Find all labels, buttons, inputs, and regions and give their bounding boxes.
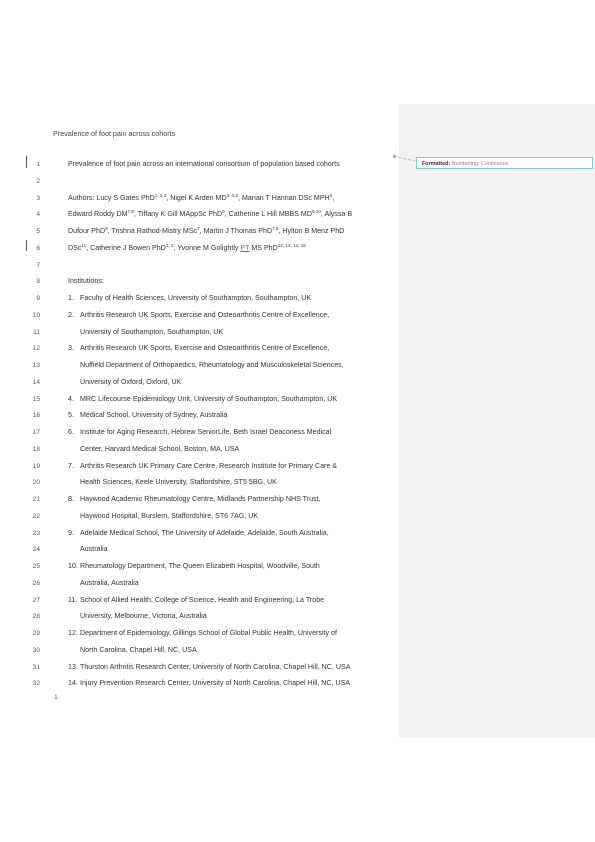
text-line [80, 411, 227, 420]
line-text: Australia, Australia [80, 578, 139, 587]
line-text: Health Sciences, Keele University, Staffordshire, ST5 5BG, UK [80, 478, 277, 487]
affiliation-superscript: 9 [222, 209, 225, 215]
line-text: North Carolina, Chapel Hill, NC, USA [80, 645, 197, 654]
line-text: Thurston Arthritis Research Center, University of North Carolina, Chapel Hill, NC, USA [80, 662, 351, 671]
text-line [80, 579, 139, 588]
institution-number: 2. [68, 310, 74, 319]
line-text: School of Allied Health, College of Science, Health and Engineering, La Trobe [80, 595, 325, 604]
institution-number: 14. [68, 679, 78, 688]
text-line [80, 462, 337, 471]
line-number: 24 [32, 546, 40, 554]
institution-number: 8. [68, 495, 74, 503]
affiliation-superscript: 11 [81, 242, 87, 248]
line-number: 5 [36, 228, 40, 235]
text-line [80, 512, 258, 521]
line-number: 30 [32, 646, 40, 654]
text-line [80, 344, 329, 353]
text-line [68, 277, 104, 286]
line-number: 22 [32, 512, 40, 520]
institution-number: 10. [68, 562, 78, 570]
text-line [80, 311, 329, 320]
institution-number: 3. [68, 344, 74, 353]
line-text: Nuffield Department of Orthopaedics, Rheumatology and Musculoskeletal Sciences, [80, 361, 344, 369]
page-number: 1 [54, 694, 58, 701]
line-text: , Alyssa B [320, 210, 353, 219]
line-text: Prevalence of foot pain across an international consortium of population based cohorts [68, 160, 340, 168]
affiliation-superscript: 6 [329, 192, 333, 198]
line-number: 19 [32, 462, 40, 470]
line-number: 12 [32, 345, 40, 353]
line-text: Arthritis Research UK Sports, Exercise and Osteoarthritis Centre of Excellence, [80, 310, 330, 319]
affiliation-superscript: 9,10 [311, 209, 321, 215]
line-text: Center, Harvard Medical School, Boston, MA, USA [80, 444, 240, 453]
line-text: Rheumatology Department, The Queen Elizabeth Hospital, Woodville, South [80, 562, 320, 570]
line-number: 26 [32, 579, 40, 587]
running-header: Prevalence of foot pain across cohorts [53, 129, 176, 138]
text-line [80, 395, 337, 404]
line-text: University of Southampton, Southampton, UK [80, 327, 224, 336]
line-number: 17 [32, 429, 40, 436]
line-text: Australia [80, 545, 108, 554]
line-text: Authors: Lucy S Gates PhD [68, 193, 155, 202]
text-line [80, 378, 181, 387]
text-line [80, 646, 197, 655]
line-text: MS PhD [249, 243, 278, 252]
markup-pane [399, 104, 595, 738]
line-number: 14 [32, 378, 40, 386]
affiliation-superscript: 7,8 [127, 209, 134, 215]
line-text: Department of Epidemiology, Gillings School of Global Public Health, University of [80, 629, 337, 637]
line-text: Haywood Hospital, Burslem, Staffordshire, ST6 7AG, UK [80, 511, 259, 520]
text-line [80, 294, 311, 303]
institution-number: 7. [68, 461, 74, 470]
institution-number: 13. [68, 662, 78, 671]
line-text: Institutions: [68, 277, 104, 286]
line-text: Faculty of Health Sciences, University of Southampton, Southampton, UK [80, 294, 312, 302]
line-text: , Yvonne M Golightly [173, 243, 241, 252]
line-text: MRC Lifecourse Epidemiology Unit, University of Southampton, Southampton, UK [80, 394, 338, 403]
line-text: , Hylton B Menz PhD [278, 227, 345, 235]
line-text: Medical School, University of Sydney, Australia [80, 411, 228, 420]
line-number: 18 [32, 445, 40, 453]
text-line [80, 629, 337, 638]
line-number: 3 [36, 194, 40, 202]
line-text: , Martin J Thomas PhD [199, 227, 273, 235]
affiliation-superscript: 1, 2,3 [154, 192, 167, 198]
line-number: 16 [32, 412, 40, 420]
line-number: 11 [33, 328, 40, 336]
affiliation-superscript: 7,8 [272, 226, 279, 231]
institution-number: 1. [68, 294, 74, 302]
affiliation-superscript: 1, 2 [165, 242, 174, 248]
line-text: DSc [68, 243, 82, 252]
comment-label: Formatted: [422, 161, 451, 167]
text-line [68, 160, 340, 169]
line-number: 7 [36, 261, 40, 269]
line-number: 27 [32, 596, 40, 604]
text-line [80, 612, 207, 621]
institution-number: 4. [68, 394, 74, 403]
line-number: 28 [32, 613, 40, 621]
text-line [68, 194, 334, 203]
affiliation-superscript: 3, 4,5 [226, 192, 239, 198]
line-number: 32 [32, 680, 40, 688]
text-line [80, 428, 331, 437]
affiliation-superscript: 7 [197, 226, 200, 231]
line-text: University of Oxford, Oxford, UK [80, 377, 182, 386]
line-number: 23 [32, 529, 40, 537]
text-line [80, 478, 277, 487]
institution-number: 5. [68, 411, 74, 420]
line-number: 25 [32, 563, 40, 570]
text-line [68, 227, 344, 236]
line-number: 20 [32, 479, 40, 487]
line-text: , Catherine L Hill MBBS MD [224, 210, 312, 219]
line-number: 29 [32, 630, 40, 637]
line-text: , Marian T Hannan DSc MPH [238, 193, 330, 202]
institution-number: 11. [68, 595, 78, 604]
text-line [80, 596, 324, 605]
line-text: Injury Prevention Research Center, University of North Carolina, Chapel Hill, NC, USA [80, 679, 351, 688]
line-text: , Trishna Rathod-Mistry MSc [107, 227, 198, 235]
line-text: Arthritis Research UK Sports, Exercise and Osteoarthritis Centre of Excellence, [80, 344, 330, 353]
line-number: 2 [36, 177, 40, 185]
line-number: 1 [36, 161, 40, 168]
text-line [68, 244, 306, 253]
line-number: 31 [32, 663, 40, 671]
line-number: 4 [36, 211, 40, 219]
line-text: Dufour PhD [68, 227, 106, 235]
institution-number: 12. [68, 629, 78, 637]
line-text: University, Melbourne, Victoria, Australia [80, 612, 207, 621]
text-line [80, 679, 350, 688]
text-line [80, 562, 320, 571]
line-number: 15 [32, 395, 40, 403]
line-number: 6 [36, 244, 40, 252]
text-line [80, 328, 223, 337]
line-text: Edward Roddy DM [68, 210, 128, 219]
institution-number: 6. [68, 428, 74, 436]
comment-value: Numbering: Continuous [451, 161, 509, 167]
institution-number: 9. [68, 528, 74, 537]
line-text: Arthritis Research UK Primary Care Centre, Research Institute for Primary Care & [80, 461, 338, 470]
affiliation-superscript: 12, 13, 14, 15 [277, 242, 306, 248]
text-line [68, 210, 352, 219]
text-line [80, 445, 239, 454]
text-line [80, 361, 344, 370]
text-line [80, 529, 329, 538]
line-text: , Nigel K Arden MD [166, 193, 227, 202]
tracked-change-insertion: PT [240, 243, 250, 252]
line-number: 9 [36, 295, 40, 302]
line-number: 8 [36, 278, 40, 286]
line-number: 13 [32, 362, 40, 369]
formatting-comment-balloon[interactable] [416, 157, 593, 169]
affiliation-superscript: 6 [105, 226, 108, 231]
line-number: 10 [32, 311, 40, 319]
line-text: , [332, 193, 335, 202]
text-line [80, 663, 350, 672]
line-text: , Catherine J Bowen PhD [86, 243, 166, 252]
line-text: Adelaide Medical School, The University of Adelaide, Adelaide, South Australia, [80, 528, 329, 537]
text-line [80, 495, 321, 504]
line-number: 21 [32, 496, 40, 503]
line-text: Institute for Aging Research, Hebrew SeniorLife, Beth Israel Deaconess Medical [80, 428, 332, 436]
line-text: , Tiffany K Gill MAppSc PhD [133, 210, 223, 219]
line-text: Haywood Academic Rheumatology Centre, Midlands Partnership NHS Trust, [80, 495, 321, 503]
text-line [80, 545, 108, 554]
